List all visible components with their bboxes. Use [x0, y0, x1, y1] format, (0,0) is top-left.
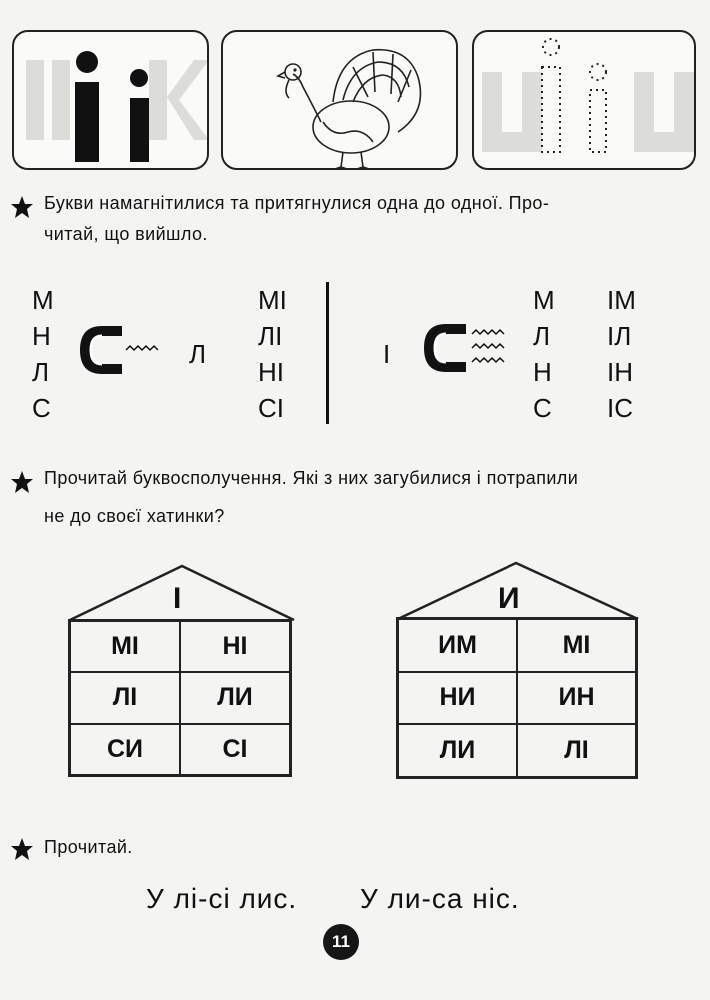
left-letter-1: М — [32, 285, 54, 315]
right-letter-4: С — [533, 393, 552, 423]
turkey-icon — [223, 32, 458, 170]
turkey-card — [221, 30, 458, 170]
left-letter-2: Н — [32, 321, 51, 351]
house-right-title: И — [498, 582, 520, 615]
star-icon — [10, 470, 34, 494]
result-left-4: СІ — [258, 393, 284, 423]
right-letter-2: Л — [533, 321, 551, 351]
result-left-2: ЛІ — [258, 321, 283, 351]
task2-line2: не до своєї хатинки? — [44, 506, 225, 526]
result-right-3: ІН — [607, 357, 633, 387]
house-left-cell: ЛІ — [70, 672, 180, 723]
house-right-grid — [396, 617, 638, 779]
task2-instruction — [44, 463, 578, 532]
right-letter-1: М — [533, 285, 555, 315]
house-roof-left — [68, 562, 298, 622]
task1-line1: Букви намагнітилися та притягнулися одна до одної. Про- — [44, 193, 550, 213]
result-right-4: ІС — [607, 393, 633, 423]
task3-instruction: Прочитай. — [44, 837, 133, 857]
letters-ii-graphic — [14, 32, 209, 170]
magnet-icon — [72, 320, 172, 380]
dotted-letter-card — [472, 30, 696, 170]
task1-instruction — [44, 188, 549, 250]
house-right-cell: МІ — [517, 619, 636, 672]
result-right-1: ІМ — [607, 285, 636, 315]
magnet-letter-right: І — [383, 339, 391, 369]
house-left-title: І — [173, 582, 182, 615]
reading-phrase-2: У ли-са ніс. — [360, 883, 520, 914]
house-right-cell: ЛИ — [398, 724, 517, 777]
result-right-2: ІЛ — [607, 321, 632, 351]
left-letter-3: Л — [32, 357, 50, 387]
house-right-cell: НИ — [398, 672, 517, 725]
star-icon — [10, 837, 34, 861]
result-left-1: МІ — [258, 285, 287, 315]
task2-line1: Прочитай буквосполучення. Які з них загубилися і потрапили — [44, 468, 579, 488]
star-icon — [10, 195, 34, 219]
task1-line2: читай, що вийшло. — [44, 224, 208, 244]
left-letter-4: С — [32, 393, 51, 423]
magnet-letter-left: Л — [189, 339, 207, 369]
house-left-cell: МІ — [70, 621, 180, 672]
result-left-3: НІ — [258, 357, 284, 387]
house-left-grid — [68, 619, 292, 777]
page-number: 11 — [323, 924, 359, 960]
house-right-cell: ИМ — [398, 619, 517, 672]
right-letter-3: Н — [533, 357, 552, 387]
house-right-cell: ЛІ — [517, 724, 636, 777]
house-left-cell: СІ — [180, 724, 290, 775]
divider-line — [326, 282, 329, 424]
house-left-cell: ЛИ — [180, 672, 290, 723]
reading-phrase-1: У лі-сі лис. — [146, 883, 298, 914]
letter-card — [12, 30, 209, 170]
house-left-cell: НІ — [180, 621, 290, 672]
tracing-letters-graphic — [474, 32, 696, 170]
house-left-cell: СИ — [70, 724, 180, 775]
house-right-cell: ИН — [517, 672, 636, 725]
magnet-icon-right — [416, 318, 516, 388]
